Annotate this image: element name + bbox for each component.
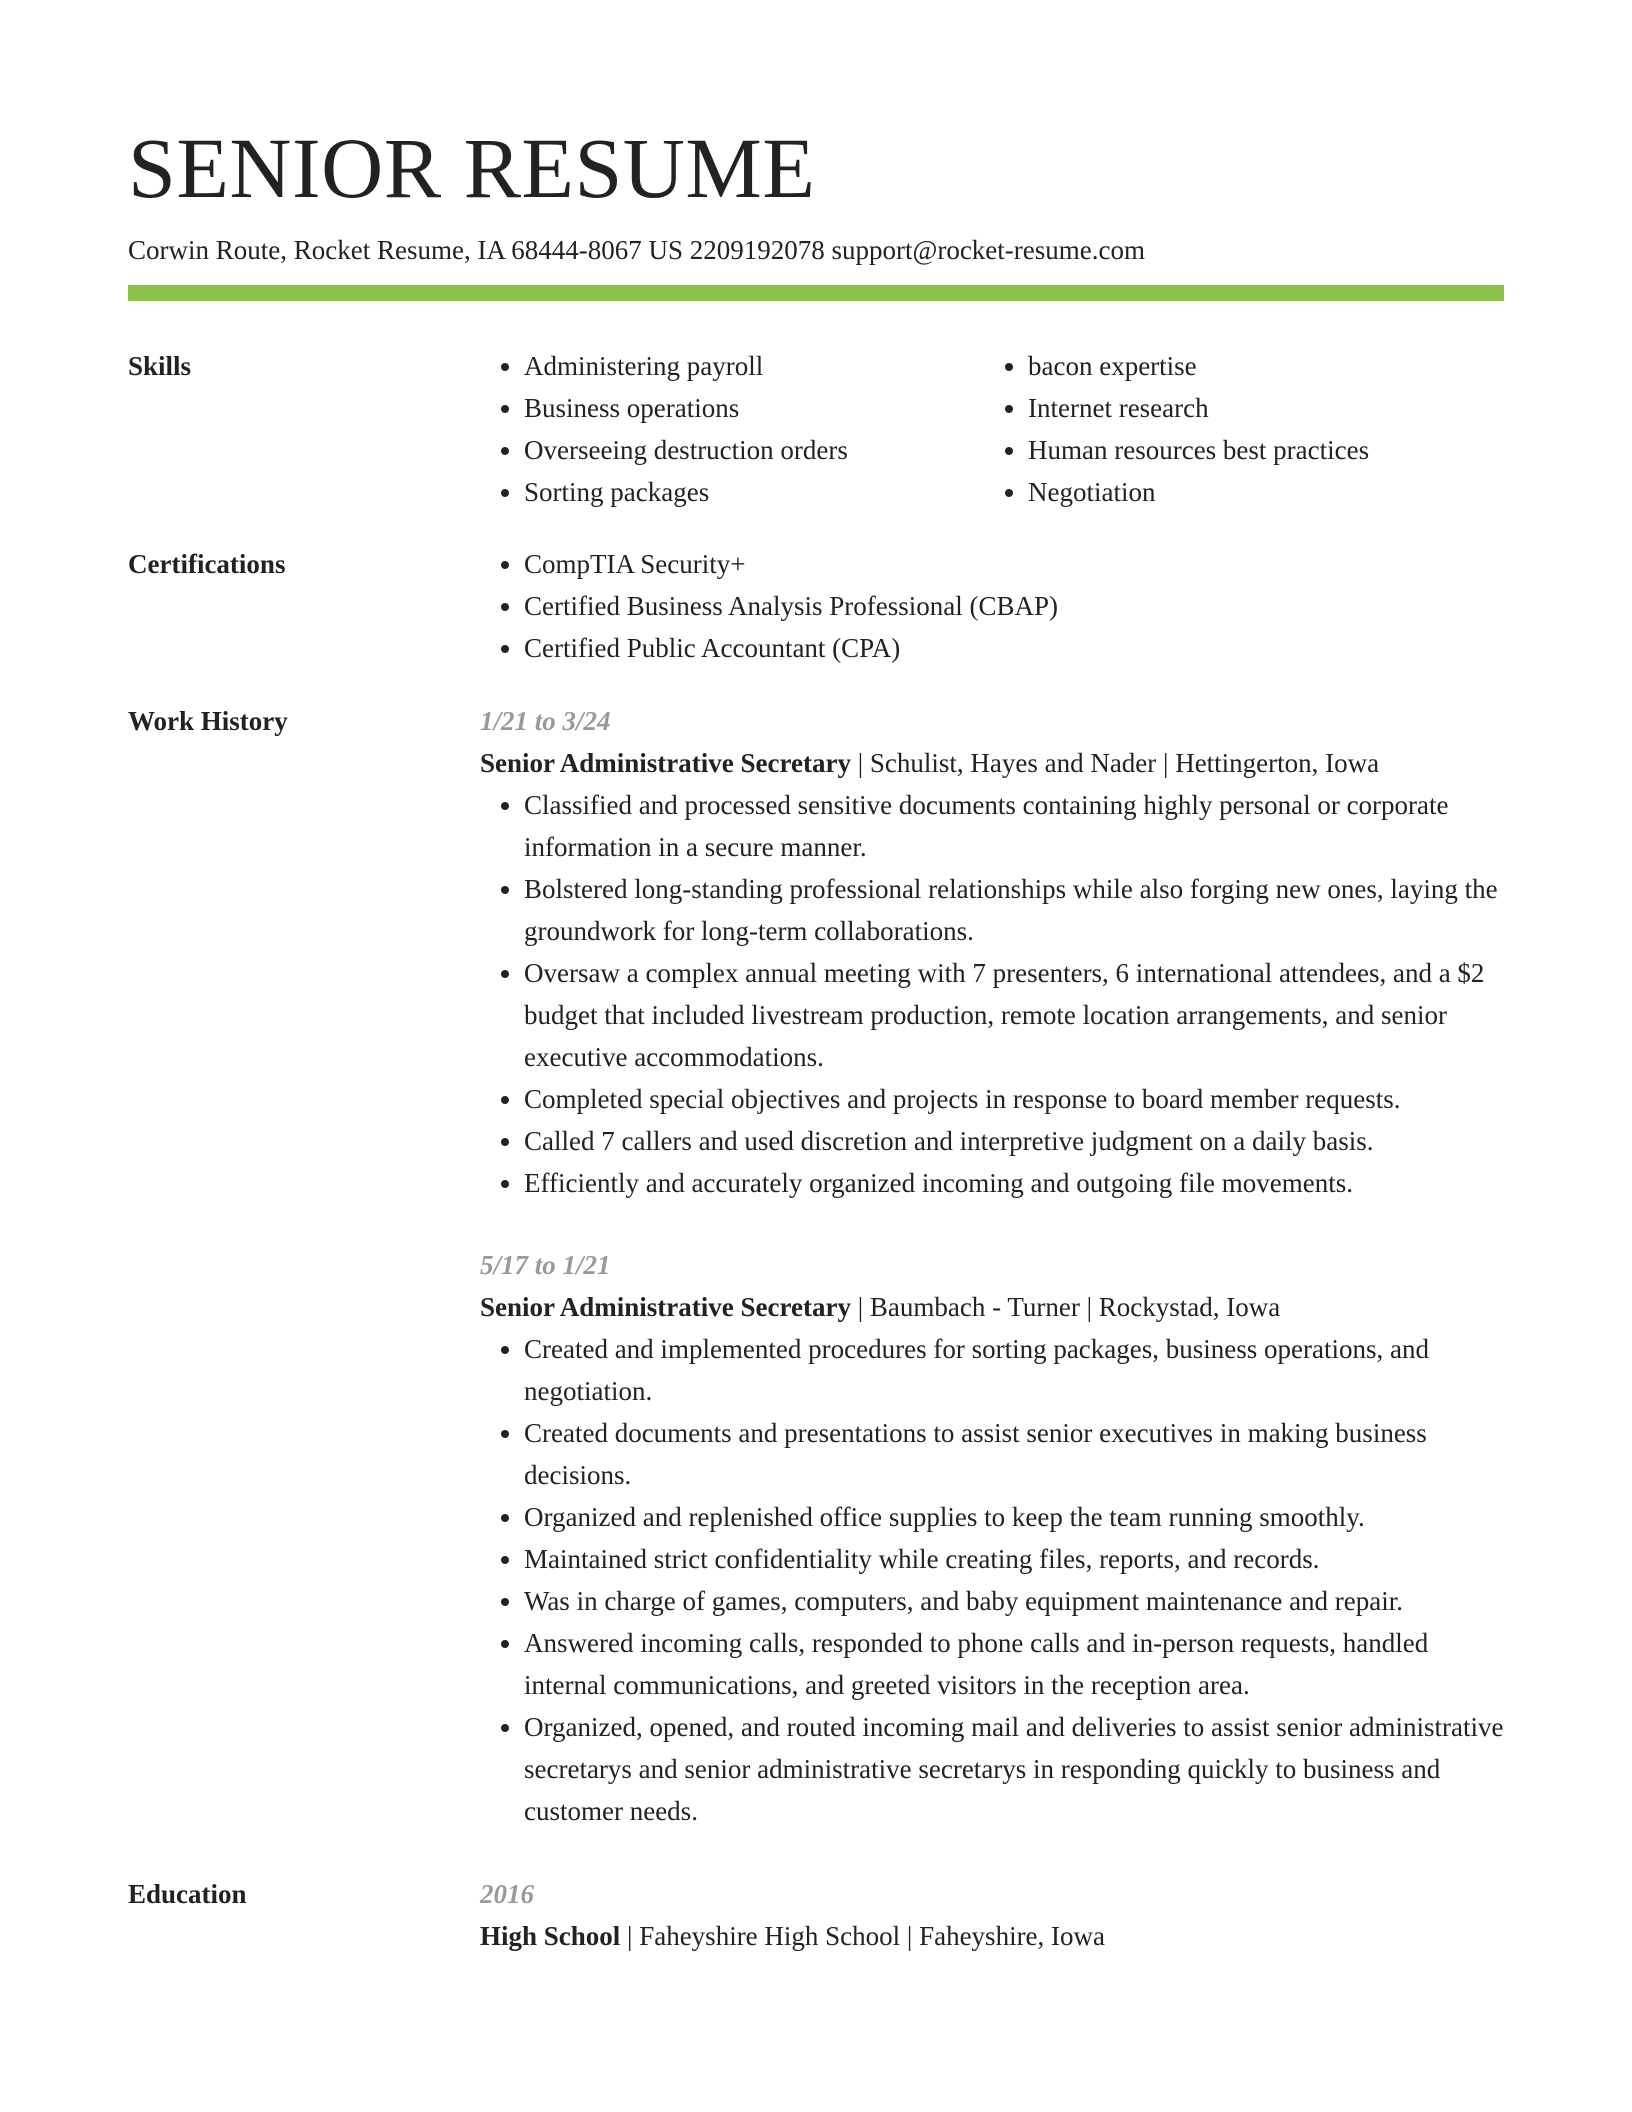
- skill-item: • Overseeing destruction orders: [524, 429, 984, 471]
- skill-item: • bacon expertise: [1028, 345, 1488, 387]
- skill-item: • Sorting packages: [524, 471, 984, 513]
- education-dates: 2016: [480, 1879, 534, 1909]
- job-bullet: • Was in charge of games, computers, and baby equipment maintenance and repair.: [524, 1580, 1504, 1622]
- job-details: | Schulist, Hayes and Nader | Hettingerton, Iowa: [850, 748, 1380, 778]
- job-details: | Baumbach - Turner | Rockystad, Iowa: [850, 1292, 1281, 1322]
- job-entry: [480, 1244, 1504, 1832]
- skill-item: • Internet research: [1028, 387, 1488, 429]
- job-bullet: • Answered incoming calls, responded to phone calls and in-person requests, handled internal communications, and greeted visitors in the reception area.: [524, 1622, 1504, 1706]
- accent-divider: [128, 285, 1504, 301]
- job-bullet: • Classified and processed sensitive documents containing highly personal or corporate information in a secure manner.: [524, 784, 1504, 868]
- job-bullets: [480, 784, 1504, 1204]
- education-heading-line: [480, 1915, 1504, 1957]
- job-dates: 1/21 to 3/24: [480, 706, 611, 736]
- job-bullet: • Completed special objectives and projects in response to board member requests.: [524, 1078, 1504, 1120]
- certifications-list: [480, 543, 1504, 669]
- job-bullet: • Maintained strict confidentiality while creating files, reports, and records.: [524, 1538, 1504, 1580]
- skills-column-1: [480, 345, 984, 513]
- certification-item: • CompTIA Security+: [524, 543, 1504, 585]
- job-bullet: • Created documents and presentations to assist senior executives in making business decisions.: [524, 1412, 1504, 1496]
- education-details: | Faheyshire High School | Faheyshire, Iowa: [620, 1921, 1106, 1951]
- job-dates: 5/17 to 1/21: [480, 1250, 611, 1280]
- skill-item: • Business operations: [524, 387, 984, 429]
- skill-item: • Administering payroll: [524, 345, 984, 387]
- certification-item: • Certified Public Accountant (CPA): [524, 627, 1504, 669]
- resume-title: SENIOR RESUME: [128, 120, 816, 216]
- work-history-body: [480, 700, 1504, 1832]
- contact-info: Corwin Route, Rocket Resume, IA 68444-8067 US 2209192078 support@rocket-resume.com: [128, 235, 1145, 265]
- job-bullet: • Organized and replenished office supplies to keep the team running smoothly.: [524, 1496, 1504, 1538]
- job-bullet: • Organized, opened, and routed incoming mail and deliveries to assist senior administrative secretarys and senior administrative secretarys in responding quickly to business and customer needs.: [524, 1706, 1504, 1832]
- certifications-heading: Certifications: [128, 549, 286, 579]
- work-history-heading: Work History: [128, 706, 288, 736]
- skills-body: [480, 345, 1504, 513]
- skills-heading: Skills: [128, 351, 192, 381]
- skill-item: • Negotiation: [1028, 471, 1488, 513]
- job-bullet: • Oversaw a complex annual meeting with 7 presenters, 6 international attendees, and a $2 budget that included livestream production, remote location arrangements, and senior executive accommodations.: [524, 952, 1504, 1078]
- education-body: [480, 1873, 1504, 1957]
- skills-column-2: [984, 345, 1488, 513]
- job-bullet: • Bolstered long-standing professional relationships while also forging new ones, laying the groundwork for long-term collaborations.: [524, 868, 1504, 952]
- job-entry: [480, 700, 1504, 1204]
- job-title: Senior Administrative Secretary: [480, 748, 851, 778]
- job-bullets: [480, 1328, 1504, 1832]
- certifications-body: [480, 543, 1504, 669]
- education-heading: Education: [128, 1879, 247, 1909]
- skill-item: • Human resources best practices: [1028, 429, 1488, 471]
- job-title: Senior Administrative Secretary: [480, 1292, 851, 1322]
- job-bullet: • Called 7 callers and used discretion and interpretive judgment on a daily basis.: [524, 1120, 1504, 1162]
- job-bullet: • Efficiently and accurately organized incoming and outgoing file movements.: [524, 1162, 1504, 1204]
- job-heading: [480, 742, 1504, 784]
- education-degree: High School: [480, 1921, 621, 1951]
- job-heading: [480, 1286, 1504, 1328]
- job-bullet: • Created and implemented procedures for sorting packages, business operations, and negotiation.: [524, 1328, 1504, 1412]
- certification-item: • Certified Business Analysis Professional (CBAP): [524, 585, 1504, 627]
